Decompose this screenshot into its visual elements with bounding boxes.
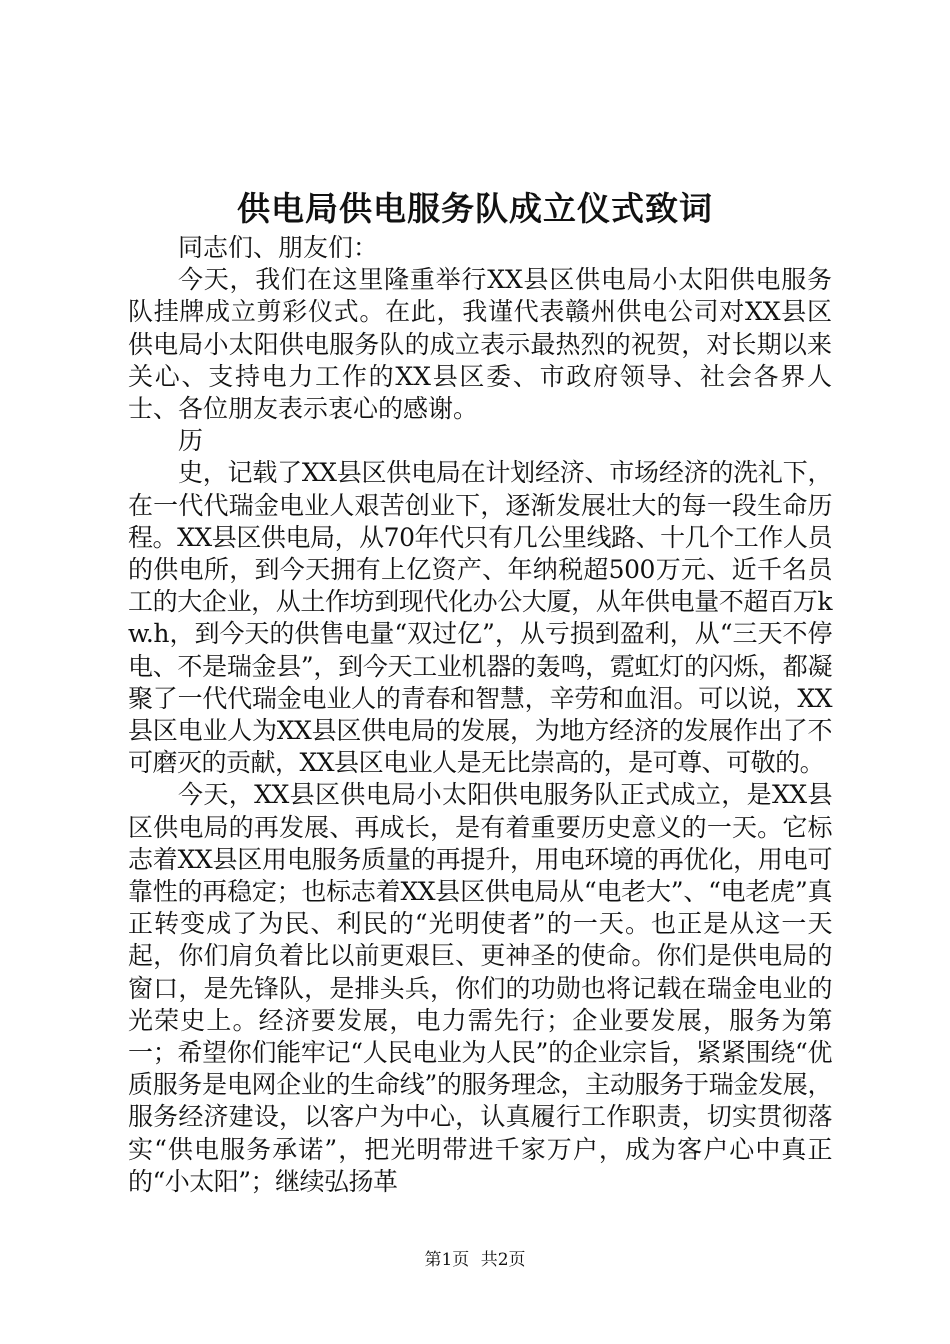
body-paragraph: 今天，我们在这里隆重举行XX县区供电局小太阳供电服务队挂牌成立剪彩仪式。在此，我谨代表赣州供电公司对XX县区供电局小太阳供电服务队的成立表示最热烈的祝贺，对长期以来关心、支持电力工作的XX县区委、市政府领导、社会各界人士、各位朋友表示衷心的感谢。	[128, 265, 832, 424]
document-title: 供电局供电服务队成立仪式致词	[237, 189, 713, 228]
document-body	[128, 232, 832, 1198]
page-number-current: 第1页	[424, 1250, 470, 1270]
page-number-total: 共2页	[480, 1250, 526, 1270]
body-paragraph: 今天，XX县区供电局小太阳供电服务队正式成立，是XX县区供电局的再发展、再成长，是有着重要历史意义的一天。它标志着XX县区用电服务质量的再提升，用电环境的再优化，用电可靠性的再稳定；也标志着XX县区供电局从“电老大”、“电老虎”真正转变成了为民、利民的“光明使者”的一天。也正是从这一天起，你们肩负着比以前更艰巨、更神圣的使命。你们是供电局的窗口，是先锋队，是排头兵，你们的功勋也将记载在瑞金电业的光荣史上。经济要发展，电力需先行；企业要发展，服务为第一；希望你们能牢记“人民电业为人民”的企业宗旨，紧紧围绕“优质服务是电网企业的生命线”的服务理念，主动服务于瑞金发展，服务经济建设，以客户为中心，认真履行工作职责，切实贯彻落实“供电服务承诺”，把光明带进千家万户，成为客户心中真正的“小太阳”；继续弘扬革	[128, 780, 832, 1196]
body-paragraph: 史，记载了XX县区供电局在计划经济、市场经济的洗礼下，在一代代瑞金电业人艰苦创业下，逐渐发展壮大的每一段生命历程。XX县区供电局，从70年代只有几公里线路、十几个工作人员的供电所，到今天拥有上亿资产、年纳税超500万元、近千名员工的大企业，从土作坊到现代化办公大厦，从年供电量不超百万kw.h，到今天的供售电量“双过亿”，从亏损到盈利，从“三天不停电、不是瑞金县”，到今天工业机器的轰鸣，霓虹灯的闪烁，都凝聚了一代代瑞金电业人的青春和智慧，辛劳和血泪。可以说，XX县区电业人为XX县区供电局的发展，为地方经济的发展作出了不可磨灭的贡献，XX县区电业人是无比崇高的，是可尊、可敬的。	[128, 458, 832, 778]
body-paragraph: 历	[178, 426, 204, 456]
page-footer	[0, 1248, 950, 1272]
salutation-paragraph: 同志们、朋友们：	[178, 233, 379, 262]
